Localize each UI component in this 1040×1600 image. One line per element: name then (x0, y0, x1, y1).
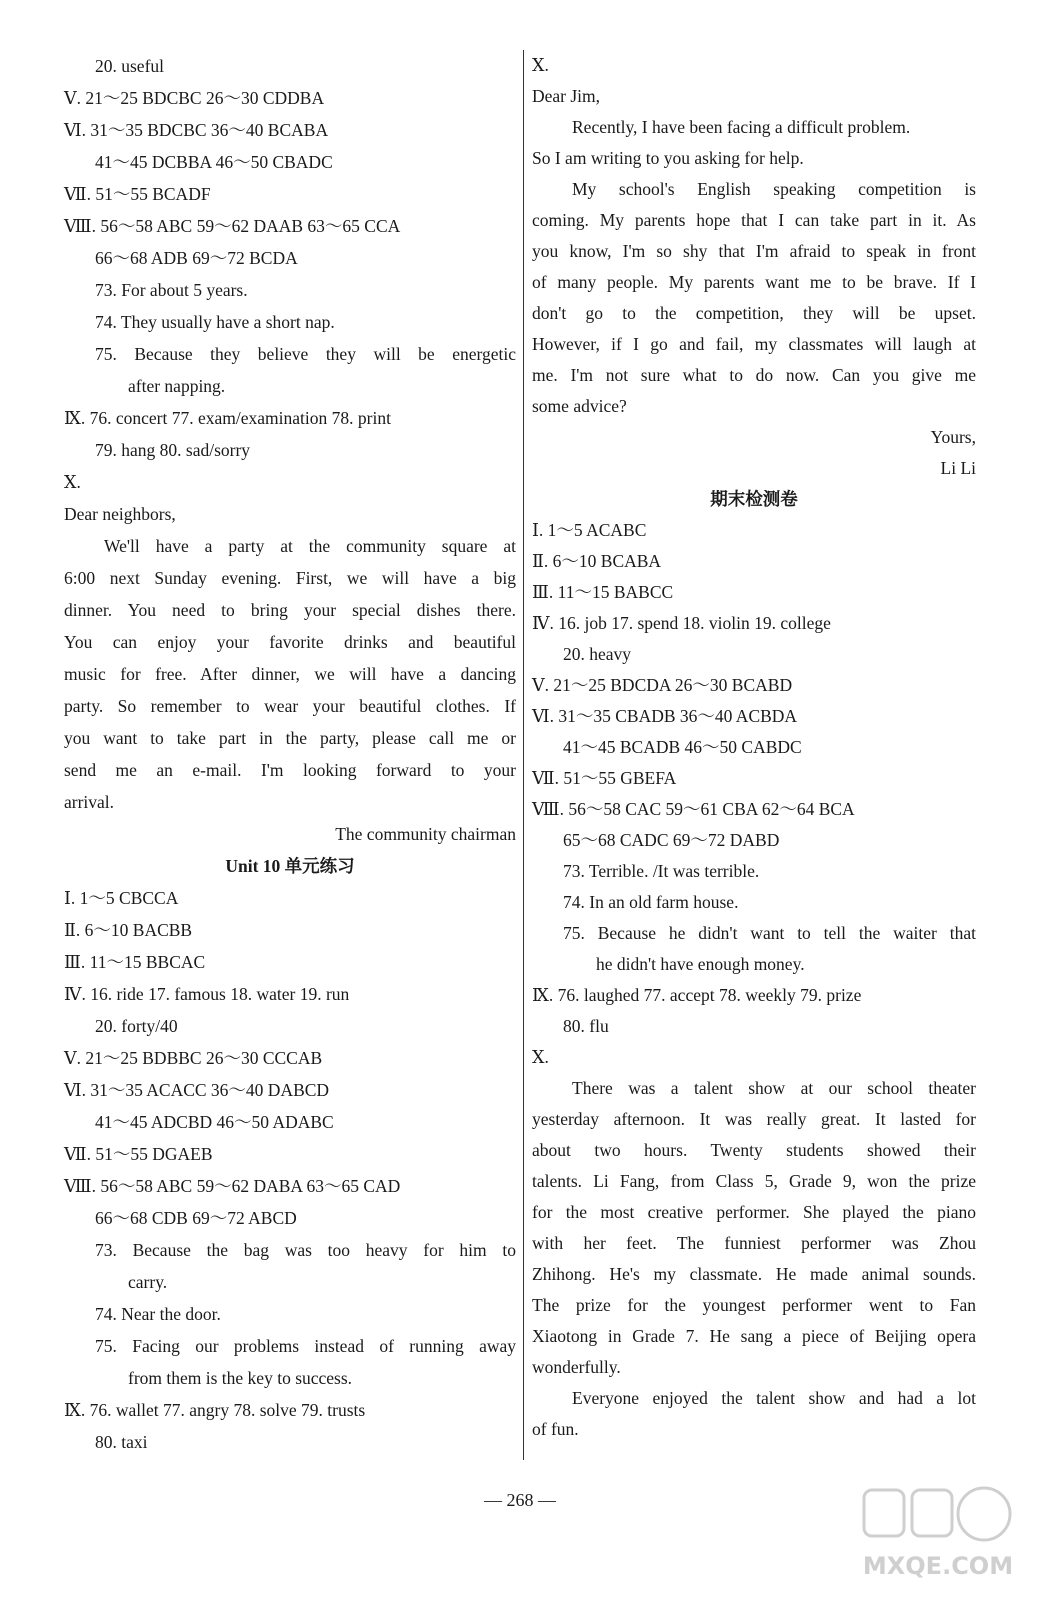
text-line: Ⅶ. 51～55 BCADF (64, 184, 211, 204)
text-line: The community chairman (335, 824, 516, 844)
text-line: Ⅷ. 56～58 CAC 59～61 CBA 62～64 BCA (532, 799, 855, 819)
text-line: me. I'm not sure what to do now. Can you give me (532, 365, 976, 385)
text-line: 73. Terrible. /It was terrible. (563, 861, 760, 881)
text-line: Everyone enjoyed the talent show and had a lot (572, 1388, 976, 1408)
text-line: send me an e-mail. I'm looking forward to your (64, 760, 516, 780)
text-line: Recently, I have been facing a difficult problem. (572, 117, 911, 137)
text-line: he didn't have enough money. (596, 954, 805, 974)
text-line: don't go to the competition, they will be upset. (532, 303, 976, 323)
text-line: 75. Facing our problems instead of running away (95, 1336, 516, 1356)
text-line: Ⅲ. 11～15 BBCAC (64, 952, 206, 972)
text-line: 74. Near the door. (95, 1304, 221, 1324)
text-line: 73. Because the bag was too heavy for him to (95, 1240, 516, 1260)
text-line: Ⅵ. 31～35 ACACC 36～40 DABCD (64, 1080, 330, 1100)
text-line: Ⅲ. 11～15 BABCC (532, 582, 674, 602)
text-line: Ⅶ. 51～55 DGAEB (64, 1144, 213, 1164)
text-line: 期末检测卷 (710, 489, 798, 509)
text-line: you want to take part in the party, please call me or (64, 728, 516, 748)
text-line: Dear Jim, (532, 86, 601, 106)
text-line: coming. My parents hope that I can take part in it. As (532, 210, 976, 230)
text-line: 41～45 ADCBD 46～50 ADABC (95, 1112, 334, 1132)
text-line: of many people. My parents want me to be brave. If I (532, 272, 976, 292)
text-line: arrival. (64, 792, 115, 812)
text-line: wonderfully. (532, 1357, 621, 1377)
text-line: Ⅳ. 16. job 17. spend 18. violin 19. college (532, 613, 831, 633)
text-line: Ⅹ. (64, 472, 81, 492)
text-line: you know, I'm so shy that I'm afraid to speak in front (532, 241, 976, 261)
text-line: My school's English speaking competition is (572, 179, 976, 199)
text-line: Ⅵ. 31～35 BDCBC 36～40 BCABA (64, 120, 329, 140)
text-line: 79. hang 80. sad/sorry (95, 440, 251, 460)
text-line: Ⅴ. 21～25 BDBBC 26～30 CCCAB (64, 1048, 323, 1068)
text-line: Ⅷ. 56～58 ABC 59～62 DAAB 63～65 CCA (64, 216, 401, 236)
text-line: 20. useful (95, 56, 165, 76)
text-line: talents. Li Fang, from Class 5, Grade 9, won the prize (532, 1171, 976, 1191)
text-line: Ⅸ. 76. wallet 77. angry 78. solve 79. trusts (64, 1400, 366, 1420)
watermark-text: MXQE.COM (862, 1552, 1014, 1580)
text-line: 20. heavy (563, 644, 632, 664)
text-line: of fun. (532, 1419, 579, 1439)
text-line: music for free. After dinner, we will have a dancing (64, 664, 516, 684)
text-line: Ⅰ. 1～5 CBCCA (64, 888, 179, 908)
text-line: 75. Because they believe they will be energetic (95, 344, 516, 364)
text-line: Ⅳ. 16. ride 17. famous 18. water 19. run (64, 984, 350, 1004)
text-line: some advice? (532, 396, 627, 416)
left-column (64, 50, 516, 1458)
text-line: Ⅷ. 56～58 ABC 59～62 DABA 63～65 CAD (64, 1176, 401, 1196)
text-line: Ⅹ. (532, 1047, 549, 1067)
text-line: Unit 10 单元练习 (225, 856, 355, 876)
text-line: You can enjoy your favorite drinks and beautiful (64, 632, 516, 652)
text-line: 41～45 BCADB 46～50 CABDC (563, 737, 802, 757)
text-line: Ⅱ. 6～10 BACBB (64, 920, 193, 940)
text-line: Ⅰ. 1～5 ACABC (532, 520, 647, 540)
text-line: The prize for the youngest performer went to Fan (532, 1295, 976, 1315)
text-line: 80. taxi (95, 1432, 148, 1452)
text-line: 75. Because he didn't want to tell the waiter that (563, 923, 976, 943)
text-line: Ⅶ. 51～55 GBEFA (532, 768, 677, 788)
watermark-logo (858, 1482, 1018, 1592)
text-line: Ⅴ. 21～25 BDCBC 26～30 CDDBA (64, 88, 325, 108)
text-line: 20. forty/40 (95, 1016, 178, 1036)
text-line: 6:00 next Sunday evening. First, we will have a big (64, 568, 516, 588)
text-line: So I am writing to you asking for help. (532, 148, 804, 168)
text-line: 66～68 CDB 69～72 ABCD (95, 1208, 297, 1228)
page-number: — 268 — (484, 1490, 556, 1510)
text-line: Zhihong. He's my classmate. He made animal sounds. (532, 1264, 976, 1284)
text-line: carry. (128, 1272, 168, 1292)
text-line: 74. They usually have a short nap. (95, 312, 335, 332)
text-line: Ⅸ. 76. concert 77. exam/examination 78. print (64, 408, 391, 428)
text-line: Ⅴ. 21～25 BDCDA 26～30 BCABD (532, 675, 793, 695)
text-line: with her feet. The funniest performer was Zhou (532, 1233, 976, 1253)
text-line: However, if I go and fail, my classmates will laugh at (532, 334, 976, 354)
text-line: dinner. You need to bring your special dishes there. (64, 600, 516, 620)
text-line: about two hours. Twenty students showed their (532, 1140, 976, 1160)
text-line: 41～45 DCBBA 46～50 CBADC (95, 152, 333, 172)
text-line: Ⅸ. 76. laughed 77. accept 78. weekly 79. prize (532, 985, 862, 1005)
text-line: Ⅵ. 31～35 CBADB 36～40 ACBDA (532, 706, 798, 726)
right-column (532, 50, 976, 1445)
text-line: Ⅱ. 6～10 BCABA (532, 551, 662, 571)
text-line: Dear neighbors, (64, 504, 176, 524)
text-line: Yours, (930, 427, 976, 447)
text-line: for the most creative performer. She played the piano (532, 1202, 976, 1222)
text-line: 65～68 CADC 69～72 DABD (563, 830, 780, 850)
text-line: We'll have a party at the community square at (104, 536, 516, 556)
text-line: 66～68 ADB 69～72 BCDA (95, 248, 298, 268)
text-line: party. So remember to wear your beautiful clothes. If (64, 696, 516, 716)
text-line: after napping. (128, 376, 226, 396)
text-line: Xiaotong in Grade 7. He sang a piece of Beijing opera (532, 1326, 976, 1346)
text-line: 73. For about 5 years. (95, 280, 248, 300)
text-line: There was a talent show at our school theater (572, 1078, 976, 1098)
text-line: from them is the key to success. (128, 1368, 353, 1388)
text-line: Li Li (940, 458, 976, 478)
text-line: 74. In an old farm house. (563, 892, 739, 912)
text-line: yesterday afternoon. It was really great. It lasted for (532, 1109, 976, 1129)
text-line: 80. flu (563, 1016, 609, 1036)
text-line: Ⅹ. (532, 55, 549, 75)
column-divider (523, 50, 524, 1460)
